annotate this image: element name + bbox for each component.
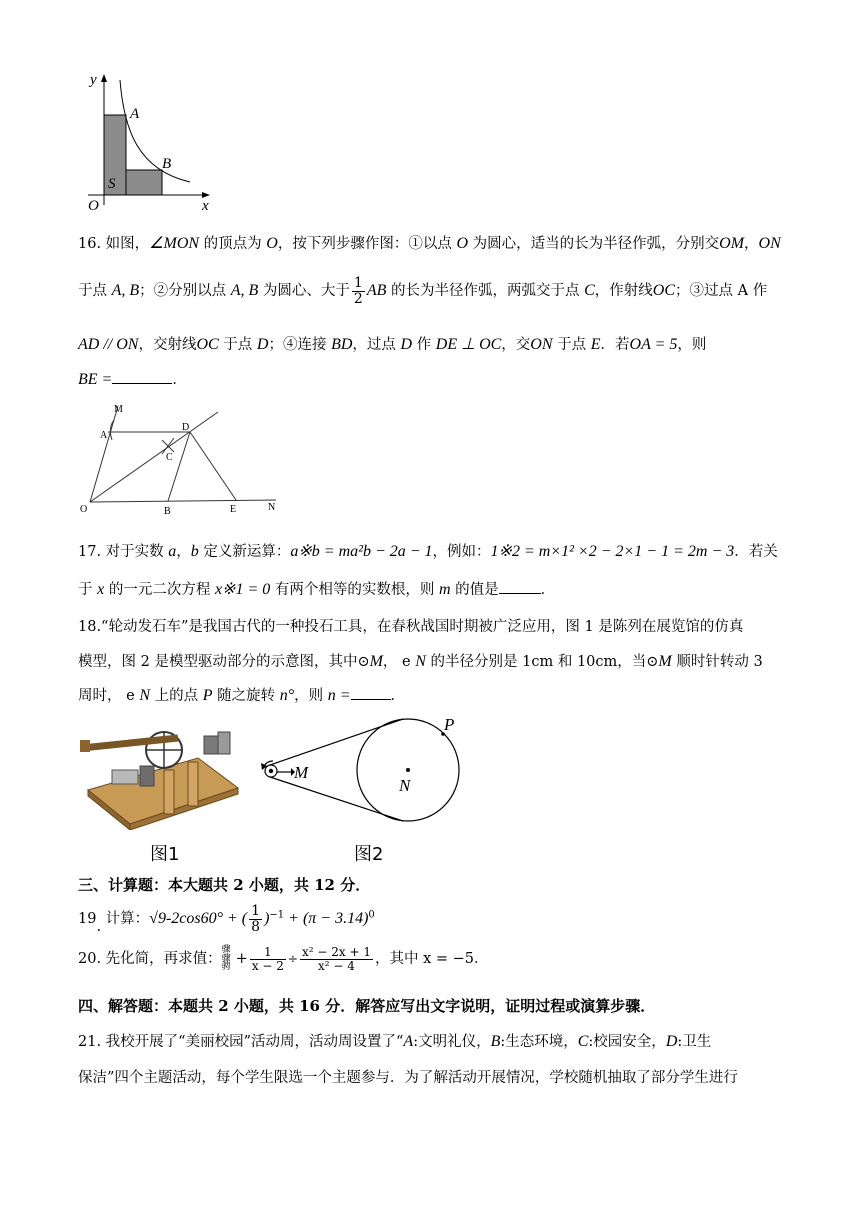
label-m: M [114,404,123,415]
belt-top [270,719,403,765]
label-x: x [202,198,209,214]
label-o: O [88,198,99,214]
q21-line-1: 21. 我校开展了“美丽校园”活动周，活动周设置了“A:文明礼仪，B:生态环境，C:校园安全，D:卫生 [78,1033,712,1050]
q16-line-4: BE = ． [78,371,187,388]
q18-line-1: 18.“轮动发石车”是我国古代的一种投石工具，在春秋战国时期被广泛应用，图 1 是陈列在展览馆的仿真 [78,619,744,635]
answer-blank [112,369,172,384]
figure-1-caption: 图1 [150,844,180,865]
q16-line-2: 于点 A, B；②分别以点 A, B 为圆心、大于 $\frac{1}{2}$ AB 的长为半径作弧，两弧交于点 C，作射线OC；③过点 A 作 [78,275,768,307]
label-y: y [90,72,97,88]
belt-drive-diagram [255,712,465,830]
hyperbola-curve [120,80,190,182]
fraction-quadratic: $\frac{\text{x² − 2x + 1}}{\text{x² − 4}}$ [301,945,371,973]
hyperbola-figure [78,70,218,215]
q18-line-2: 模型，图 2 是模型驱动部分的示意图，其中⊙M， e N 的半径分别是 1cm 和 10cm，当⊙M 顺时针转动 3 [78,653,763,670]
q17-line-2: 于 x 的一元二次方程 x※1 = 0 有两个相等的实数根，则 m 的值是 ． [78,581,556,598]
q17-line-1: 17. 对于实数 a，b 定义新运算：a※b = ma²b − 2a − 1，例如：1※2 = m×1² ×2 − 2×1 − 1 = 2m − 3．若关 [78,543,778,560]
y-axis-arrow [101,74,107,82]
label-c: C [166,452,173,463]
label-n: N [399,776,411,795]
ray-oc [90,412,218,502]
answer-blank [351,685,391,700]
section-3-heading: 三、计算题：本大题共 2 小题，共 12 分． [78,876,371,894]
q21-line-2: 保洁”四个主题活动，每个学生限选一个主题参与．为了解活动开展情况，学校随机抽取了部分学生进行 [78,1070,738,1086]
label-a: A [130,106,140,122]
label-a: A [100,430,108,441]
label-d: D [182,422,190,433]
label-e: E [230,504,237,515]
fraction-1-over-x-minus-2: $\frac{1}{x - 2}$ [251,945,284,973]
angle-construction-figure [78,400,288,518]
section-4-heading: 四、解答题：本题共 2 小题，共 16 分．解答应写出文字说明，证明过程或演算步骤． [78,997,656,1015]
q18-line-3: 周时， e N 上的点 P 随之旋转 n°，则 n = ． [78,687,406,704]
belt-bottom [270,777,403,821]
label-b: B [162,156,172,172]
catapult-model-image [78,718,243,830]
answer-blank [499,579,541,594]
center-m [269,769,273,773]
center-n [406,768,410,772]
label-o: O [80,504,88,515]
q16-line-1: 16. 如图，∠MON 的顶点为 O，按下列步骤作图：①以点 O 为圆心，适当的长为半径作弧，分别交OM，ON [78,235,781,252]
label-n: N [268,502,276,513]
q19-line: 19. 计算：√9-2cos60° + ( $\frac{1}{8}$ )$^{-1} + (\pi - 3.14)^0$ [78,903,375,936]
q16-line-3: AD // ON，交射线OC 于点 D；④连接 BD，过点 D 作 DE ⊥ OC，交ON 于点 E．若OA = 5，则 [78,336,707,353]
label-p: P [444,715,455,734]
fraction-eighth: $\frac{1}{8}$ [251,903,261,935]
fraction-half: $\frac{1}{2}$ [353,275,363,307]
garbled-glyphs: 骤 骤 骋 [221,945,231,973]
ray-on [90,500,276,502]
label-m: M [294,763,309,782]
label-s: S [108,176,116,192]
label-b: B [164,506,171,517]
rectangle-b [126,170,162,195]
q20-line: 20. 先化简，再求值：骤 骤 骋+ $\frac{1}{x - 2}$ ÷ $\frac{\text{x² − 2x + 1}}{\text{x² − 4}}$ ，其中 x = −5． [78,945,489,973]
figure-2-caption: 图2 [354,844,384,865]
line-de [190,432,236,500]
